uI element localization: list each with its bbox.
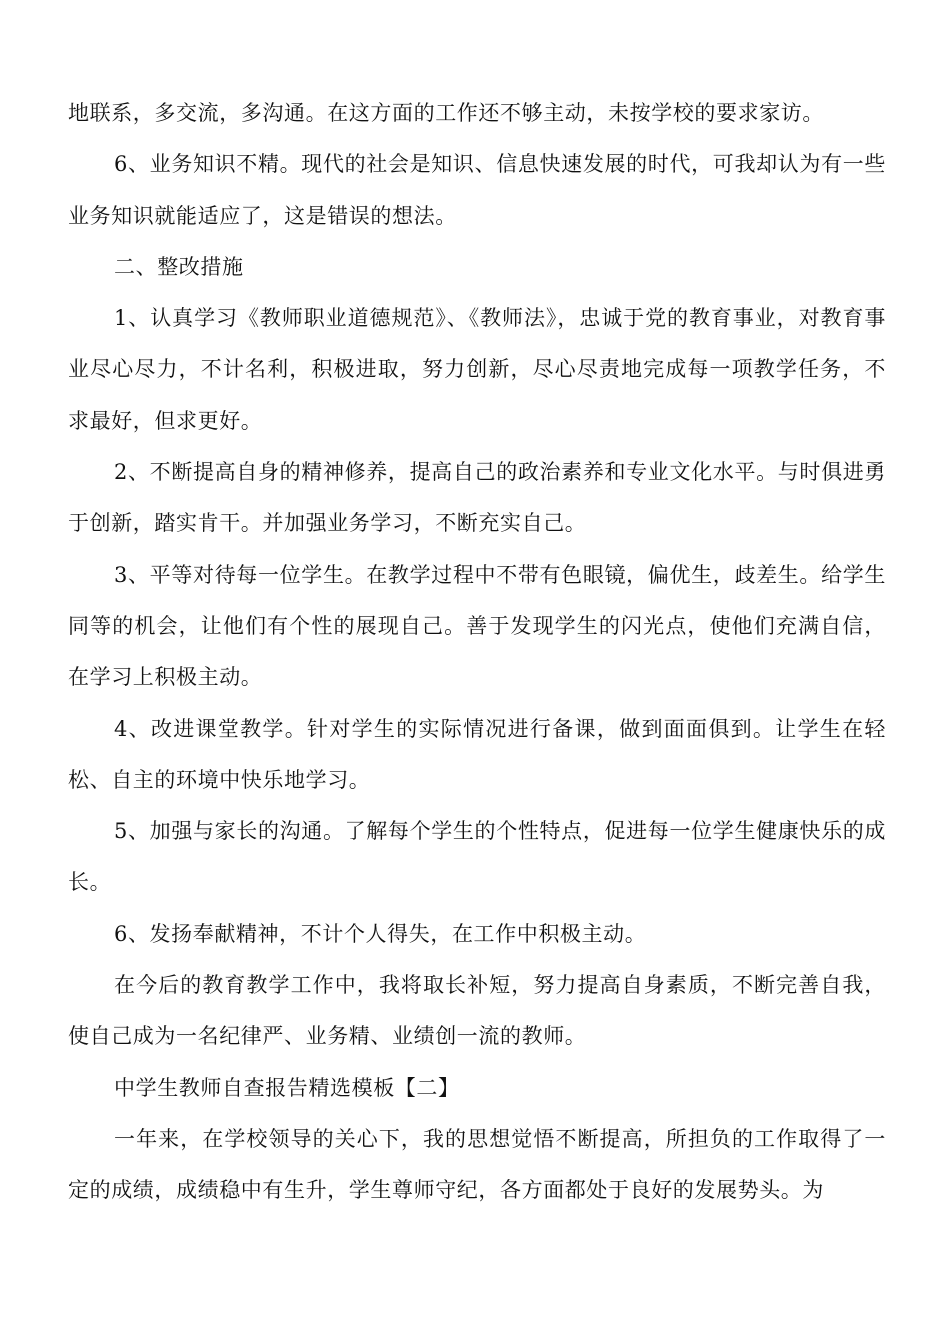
paragraph-template-2-intro: 一年来，在学校领导的关心下，我的思想觉悟不断提高，所担负的工作取得了一定的成绩，成绩稳中有生升，学生尊师守纪，各方面都处于良好的发展势头。为 (68, 1126, 886, 1203)
paragraph-measure-1: 1、认真学习《教师职业道德规范》、《教师法》，忠诚于党的教育事业，对教育事业尽心尽力，不计名利，积极进取，努力创新，尽心尽责地完成每一项教学任务，不求最好，但求更好。 (68, 306, 886, 433)
section-heading-measures: 二、整改措施 (114, 254, 244, 279)
paragraph-measure-2: 2、不断提高自身的精神修养，提高自己的政治素养和专业文化水平。与时俱进勇于创新，踏实肯干。并加强业务学习，不断充实自己。 (68, 460, 886, 536)
paragraph-measure-4: 4、改进课堂教学。针对学生的实际情况进行备课，做到面面俱到。让学生在轻松、自主的环境中快乐地学习。 (68, 716, 886, 792)
paragraph-continuation: 地联系，多交流，多沟通。在这方面的工作还不够主动，未按学校的要求家访。 (68, 101, 824, 125)
document-body (68, 88, 886, 1217)
paragraph-measure-6: 6、发扬奉献精神，不计个人得失，在工作中积极主动。 (114, 921, 647, 946)
section-title-template-2: 中学生教师自查报告精选模板【二】 (114, 1075, 460, 1100)
paragraph-measure-3: 3、平等对待每一位学生。在教学过程中不带有色眼镜，偏优生，歧差生。给学生同等的机会，让他们有个性的展现自己。善于发现学生的闪光点，使他们充满自信，在学习上积极主动。 (68, 562, 886, 690)
paragraph-measure-5: 5、加强与家长的沟通。了解每个学生的个性特点，促进每一位学生健康快乐的成长。 (68, 819, 886, 895)
paragraph-issue-6: 6、业务知识不精。现代的社会是知识、信息快速发展的时代，可我却认为有一些业务知识就能适应了，这是错误的想法。 (68, 152, 886, 228)
paragraph-conclusion: 在今后的教育教学工作中，我将取长补短，努力提高自身素质，不断完善自我，使自己成为一名纪律严、业务精、业绩创一流的教师。 (68, 973, 886, 1049)
